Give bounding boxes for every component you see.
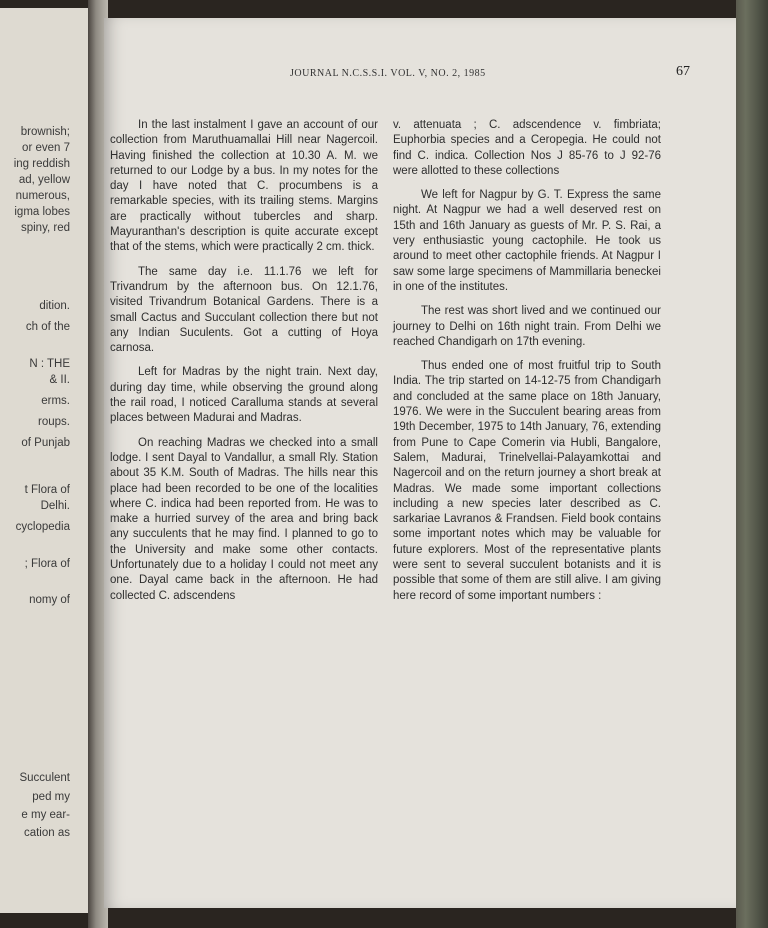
- left-page-fragment: t Flora of: [24, 484, 70, 496]
- left-page-fragment: ing reddish: [13, 158, 70, 170]
- left-page-fragment: or even 7: [22, 142, 70, 154]
- page-number: 67: [676, 64, 690, 79]
- left-page-fragment: of Punjab: [21, 437, 70, 449]
- left-page-fragment: numerous,: [15, 190, 70, 202]
- paragraph: The rest was short lived and we continued our journey to Delhi on 16th night train. From Delhi we reached Chandigarh on 17th evening.: [393, 305, 661, 348]
- left-page-fragment: ped my: [32, 791, 70, 803]
- left-page-fragment: erms.: [41, 395, 70, 407]
- left-page-fragment: roups.: [38, 416, 70, 428]
- left-page-fragment: & II.: [49, 374, 70, 386]
- left-page-fragment: brownish;: [20, 126, 70, 138]
- paragraph: In the last instalment I gave an account of our collection from Maruthuamallai Hill near Nagercoil. Having finished the collection at 10.30 A. M. we returned to our Lodge by a bus. In my notes for the day I have noted that C. procumbens is a remarkable species, with its trailing stems. Margins are practically without tubercles and sharp. Mayuranthan's description is quite accurate except that of the stems, which were practically 2 cm. thick.: [110, 119, 378, 254]
- left-page-fragment: spiny, red: [20, 222, 70, 234]
- left-page-fragment: cation as: [23, 827, 70, 839]
- paragraph: We left for Nagpur by G. T. Express the same night. At Nagpur we had a well deserved rest on 15th and 16th January as guests of Mr. P. S. Rai, a very enthusiastic young cactophile. He took us around to meet other cactophile friends. At Nagpur I saw some large specimens of Mammillaria beneckei in one of the institutes.: [393, 189, 661, 293]
- book-binding-edge: [736, 0, 768, 928]
- left-page-fragment: Delhi.: [40, 500, 70, 512]
- paragraph: On reaching Madras we checked into a small lodge. I sent Dayal to Vandallur, a small Rly. Station about 35 K.M. South of Madras. The hills near this place had been recorded to be one of the localities where C. indica had been reported from. He was to make a hurried survey of the area and bring back any succulents that he may find. I planned to go to the University and make some other contacts. Unfortunately due to a holiday I could not meet any one. Dayal came back in the afternoon. He had collected C. adscendens: [110, 436, 378, 602]
- page-header: [180, 64, 700, 84]
- left-page: [0, 8, 92, 913]
- left-page-fragment: ch of the: [25, 321, 70, 333]
- left-page-fragment: e my ear-: [21, 809, 70, 821]
- left-page-fragment: nomy of: [29, 594, 70, 606]
- left-page-fragment: cyclopedia: [15, 521, 70, 533]
- left-page-fragment: dition.: [39, 300, 70, 312]
- left-page-fragment: ad, yellow: [18, 174, 70, 186]
- paragraph: The same day i.e. 11.1.76 we left for Trivandrum by the afternoon bus. On 12.1.76, visited Trivandrum Botanical Gardens. There is a small Cactus and Succulant collection there but not any Indian Suculents. Got a cutting of Hoya carnosa.: [110, 265, 378, 355]
- left-page-fragment: igma lobes: [14, 206, 70, 218]
- left-page-fragment: ; Flora of: [24, 558, 70, 570]
- text-column-left: [110, 118, 378, 613]
- running-head: JOURNAL N.C.S.S.I. VOL. V, NO. 2, 1985: [290, 68, 486, 79]
- text-column-right: [393, 118, 661, 613]
- left-page-fragment: N : THE: [29, 358, 70, 370]
- left-page-fragment: Succulent: [19, 772, 70, 784]
- paragraph: v. attenuata ; C. adscendence v. fimbriata; Euphorbia species and a Ceropegia. He could not find C. indica. Collection Nos J 85-76 to J 92-76 were allotted to these collections: [393, 119, 661, 177]
- paragraph: Left for Madras by the night train. Next day, during day time, while observing the ground along the rail road, I noticed Caralluma stands at several places between Madurai and Madras.: [110, 366, 378, 425]
- paragraph: Thus ended one of most fruitful trip to South India. The trip started on 14-12-75 from Chandigarh and concluded at the same place on 18th January, 1976. We were in the Succulent bearing areas from 19th December, 1975 to 14th January, 76, extending from Pune to Cape Comerin via Hubli, Bangalore, Salem, Madurai, Trinelvellai-Palayamkottai and Nagercoil and on the return journey a short break at Madras. We made some important collections including a new species later described as C. sarkariae Lavranos & Frandsen. Field book contains some important notes which may be valuable for future explorers. Most of the representative plants were sent to several succulent botanists and it is possible that some of them are still alive. I am giving here record of some important numbers :: [393, 360, 661, 602]
